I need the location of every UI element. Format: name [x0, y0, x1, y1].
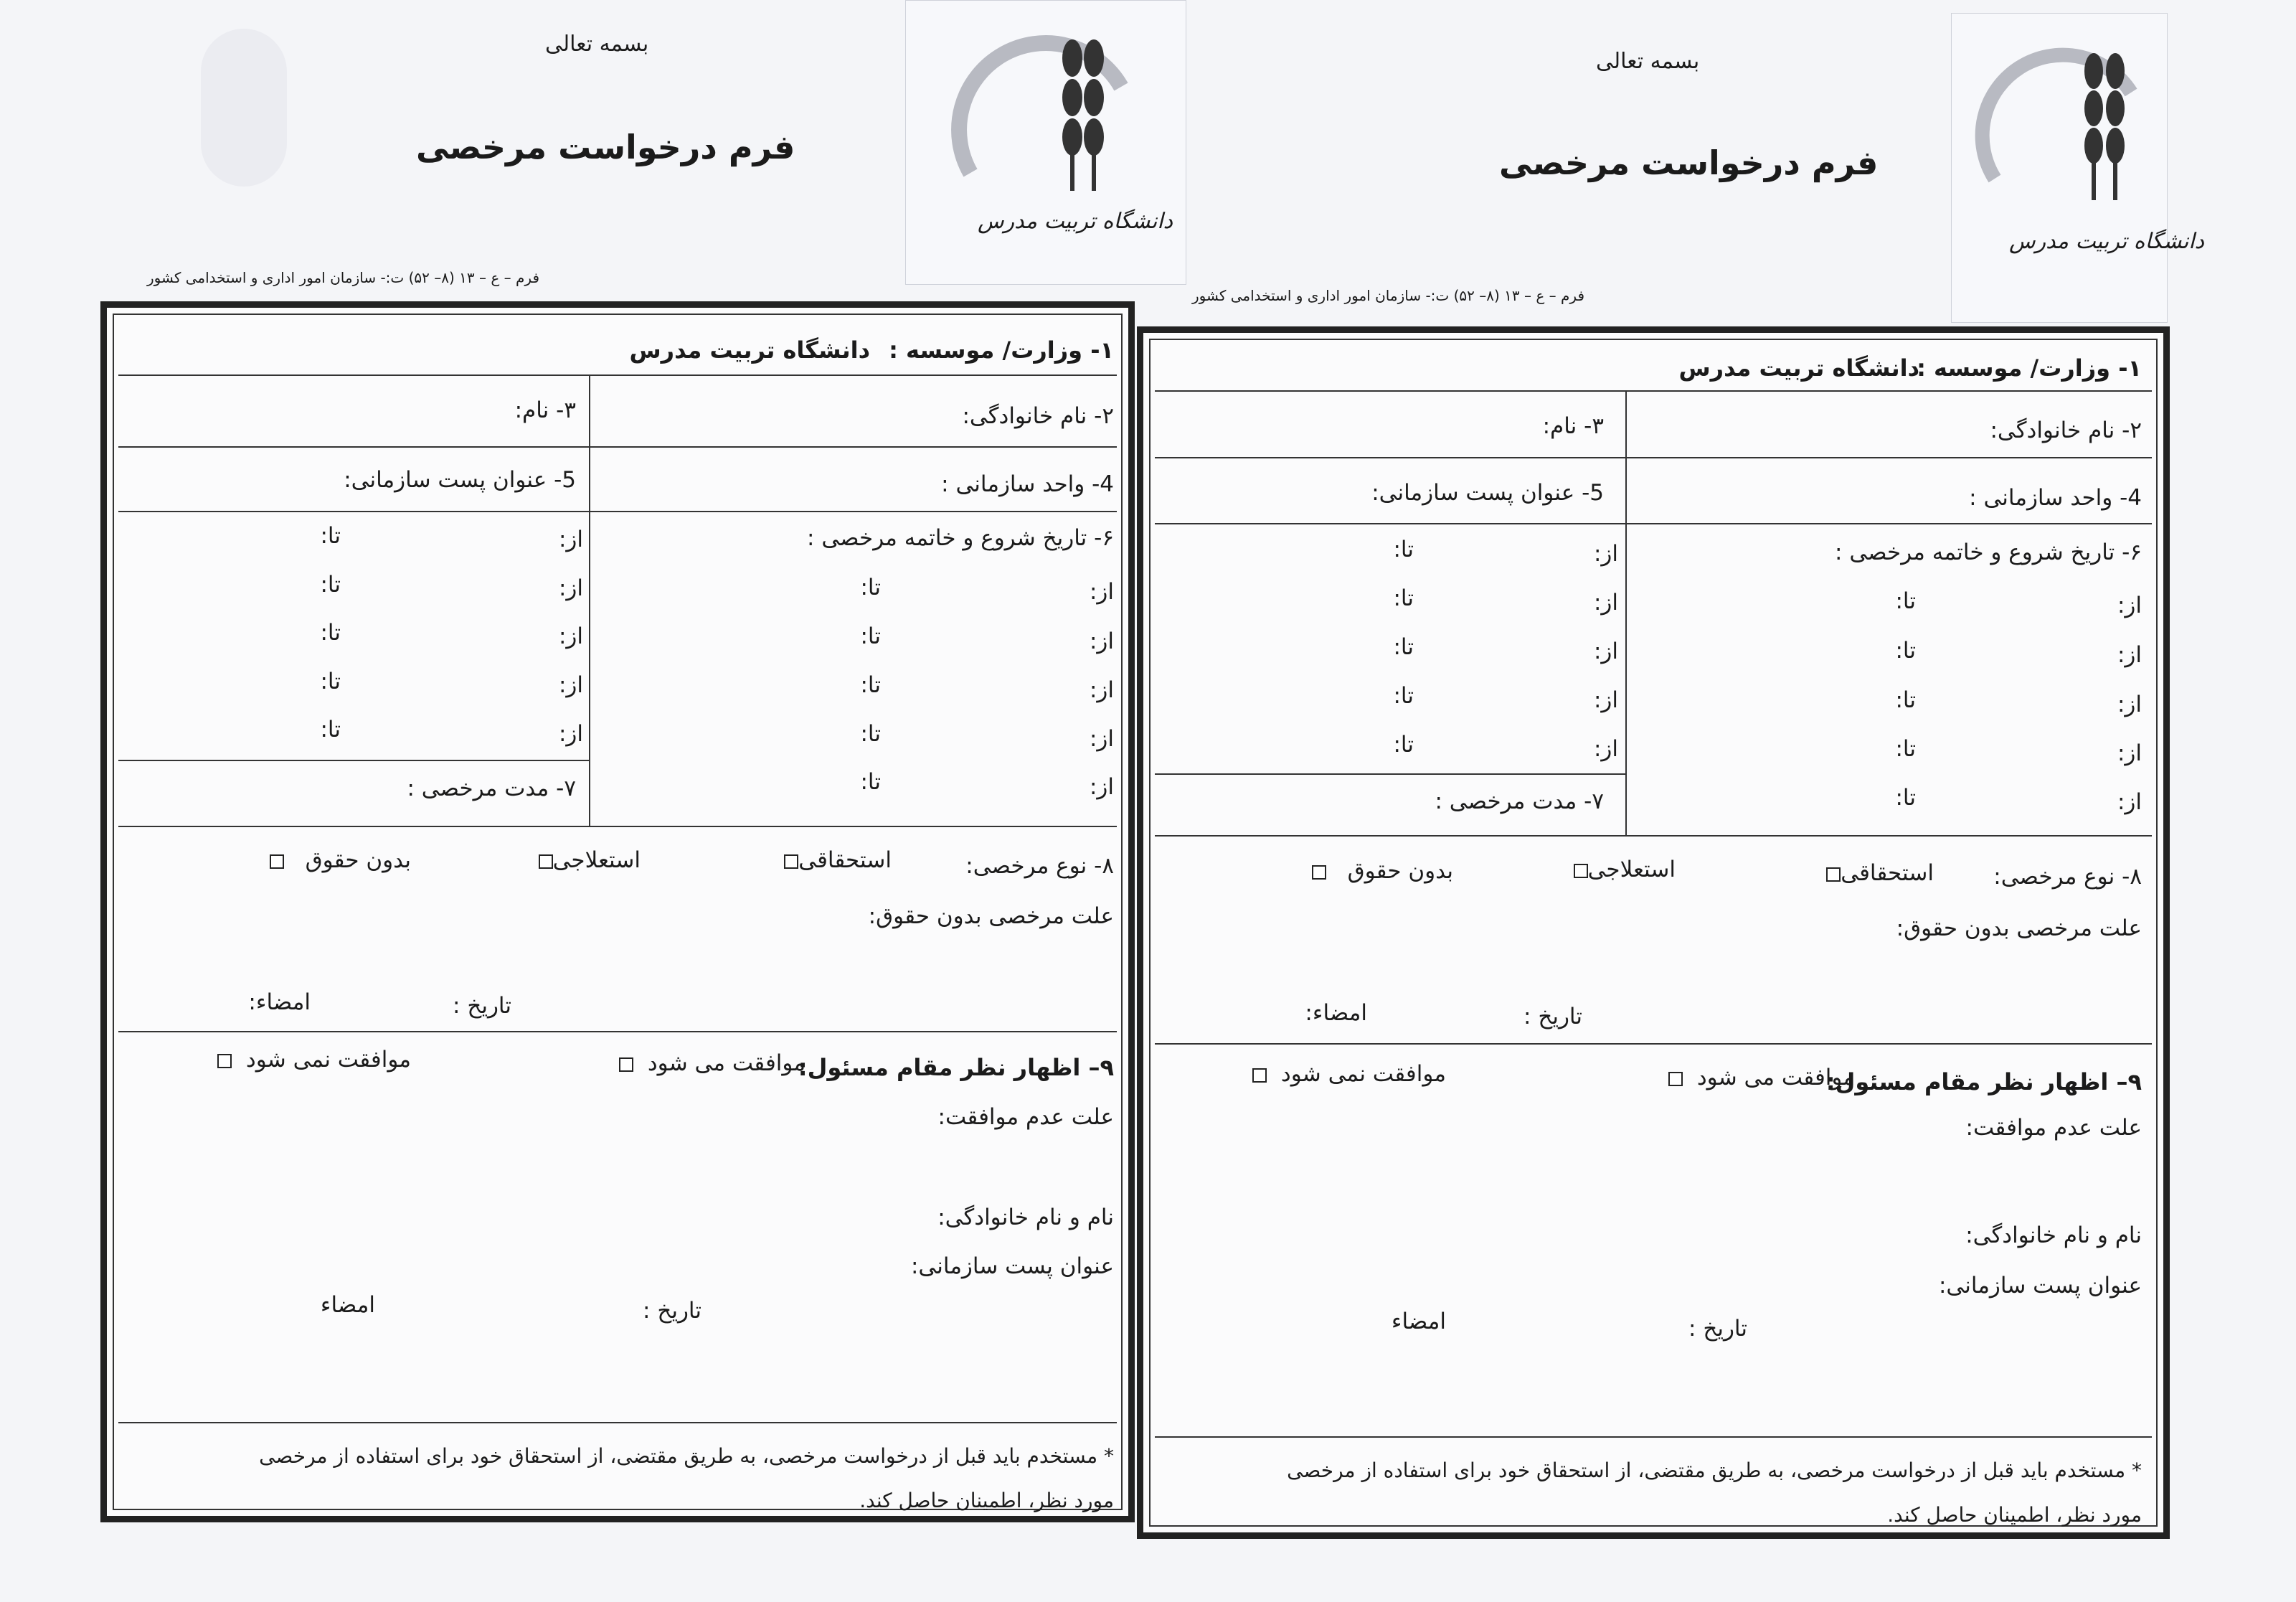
- left-leave-type-sick[interactable]: استعلاجی: [539, 847, 641, 873]
- left-from-label: از:: [1089, 726, 1114, 752]
- right-ministry-value: دانشگاه تربیت مدرس: [1678, 354, 1919, 382]
- left-to-label: تا:: [860, 769, 881, 795]
- left-to-label: تا:: [320, 572, 341, 598]
- left-family-name-label: ۲- نام خانوادگی:: [962, 403, 1114, 429]
- left-first-name-label: ۳- نام:: [514, 397, 576, 423]
- right-duration-label: ۷- مدت مرخصی :: [1435, 788, 1604, 814]
- right-form: [1137, 326, 2170, 1539]
- left-to-label: تا:: [320, 717, 341, 743]
- right-to-label: تا:: [1393, 585, 1414, 611]
- left-ministry-value: دانشگاه تربیت مدرس: [629, 336, 870, 364]
- left-to-label: تا:: [320, 523, 341, 549]
- right-from-label: از:: [2117, 789, 2142, 815]
- right-from-label: از:: [1593, 590, 1618, 616]
- right-from-label: از:: [1593, 541, 1618, 567]
- right-from-label: از:: [1593, 736, 1618, 762]
- right-first-name-label: ۳- نام:: [1542, 413, 1604, 439]
- right-official-opinion-label: ۹– اظهار نظر مقام مسئول:: [1825, 1068, 2142, 1096]
- checkbox[interactable]: [1668, 1072, 1683, 1086]
- left-from-label: از:: [1089, 677, 1114, 703]
- left-from-label: از:: [558, 527, 583, 552]
- right-to-label: تا:: [1895, 588, 1916, 614]
- right-family-name-label: ۲- نام خانوادگی:: [1990, 418, 2142, 443]
- left-form: [100, 301, 1135, 1522]
- right-bismillah: بسمه تعالی: [1596, 49, 1700, 74]
- left-unit-label: 4- واحد سازمانی :: [941, 471, 1114, 497]
- right-from-label: از:: [2117, 692, 2142, 717]
- left-leave-type-earned[interactable]: استحقاقی: [784, 847, 892, 873]
- right-to-label: تا:: [1393, 683, 1414, 709]
- left-from-label: از:: [1089, 628, 1114, 654]
- left-from-label: از:: [558, 721, 583, 747]
- left-to-label: تا:: [860, 623, 881, 649]
- right-date-label-2: تاریخ :: [1688, 1316, 1747, 1342]
- right-logo-card: [1951, 13, 2204, 323]
- right-ministry-label: ۱- وزارت/ موسسه :: [1917, 354, 2142, 382]
- left-leave-type-unpaid[interactable]: بدون حقوق: [270, 847, 411, 873]
- right-to-label: تا:: [1895, 736, 1916, 762]
- right-post-title-label: 5- عنوان پست سازمانی:: [1371, 480, 1604, 506]
- left-from-label: از:: [558, 575, 583, 601]
- right-signature-label-2: امضاء: [1391, 1309, 1446, 1334]
- right-unpaid-reason-label: علت مرخصی بدون حقوق:: [1896, 915, 2142, 941]
- right-logo-caption: دانشگاه تربیت مدرس: [2009, 229, 2204, 254]
- left-form-title: فرم درخواست مرخصی: [416, 128, 795, 166]
- left-to-label: تا:: [860, 672, 881, 698]
- left-ministry-label: ۱- وزارت/ موسسه :: [889, 336, 1114, 364]
- left-reject-option[interactable]: موافقت نمی شود: [217, 1047, 411, 1073]
- left-footnote: * مستخدم باید قبل از درخواست مرخصی، به طریق مقتضی، از استحقاق خود برای استفاده از مرخصی مورد نظر، اطمینان حاصل کند.: [259, 1444, 1114, 1512]
- right-reject-reason-label: علت عدم موافقت:: [1965, 1115, 2142, 1141]
- left-unpaid-reason-label: علت مرخصی بدون حقوق:: [868, 903, 1114, 929]
- left-from-label: از:: [1089, 774, 1114, 800]
- checkbox[interactable]: [619, 1057, 633, 1072]
- right-from-label: از:: [1593, 687, 1618, 713]
- paper-smudge: [201, 29, 287, 187]
- checkbox[interactable]: [1574, 864, 1588, 878]
- right-from-label: از:: [2117, 642, 2142, 668]
- left-from-label: از:: [558, 623, 583, 649]
- checkbox[interactable]: [270, 854, 284, 869]
- left-full-name-label: نام و نام خانوادگی:: [937, 1205, 1114, 1230]
- right-unit-label: 4- واحد سازمانی :: [1969, 485, 2142, 511]
- right-form-code: فرم – ع – ۱۳ (۸– ۵۲) ت:- سازمان امور اداری و استخدامی کشور: [1192, 287, 1584, 304]
- left-leave-type-label: ۸- نوع مرخصی:: [965, 853, 1114, 879]
- left-leave-dates-label: ۶- تاریخ شروع و خاتمه مرخصی :: [807, 525, 1114, 551]
- left-reject-reason-label: علت عدم موافقت:: [937, 1104, 1114, 1130]
- left-post-title-label-2: عنوان پست سازمانی:: [910, 1253, 1114, 1279]
- right-from-label: از:: [2117, 740, 2142, 766]
- right-form-title: فرم درخواست مرخصی: [1499, 143, 1879, 182]
- middle-logo-card: [905, 0, 1186, 285]
- right-leave-type-unpaid[interactable]: بدون حقوق: [1312, 858, 1453, 884]
- university-logo-icon: [1952, 14, 2167, 322]
- right-to-label: تا:: [1895, 785, 1916, 811]
- left-bismillah: بسمه تعالی: [545, 32, 649, 57]
- checkbox[interactable]: [1312, 865, 1326, 880]
- right-approve-option[interactable]: موافقت می شود: [1668, 1065, 1855, 1090]
- right-leave-type-sick[interactable]: استعلاجی: [1574, 857, 1676, 882]
- left-date-label: تاریخ :: [453, 993, 511, 1019]
- left-to-label: تا:: [320, 669, 341, 694]
- left-to-label: تا:: [860, 575, 881, 600]
- left-to-label: تا:: [860, 721, 881, 747]
- right-to-label: تا:: [1393, 634, 1414, 660]
- left-form-code: فرم – ع – ۱۳ (۸– ۵۲) ت:- سازمان امور اداری و استخدامی کشور: [147, 269, 539, 286]
- right-date-label: تاریخ :: [1523, 1004, 1582, 1029]
- left-from-label: از:: [558, 672, 583, 698]
- right-leave-dates-label: ۶- تاریخ شروع و خاتمه مرخصی :: [1835, 540, 2142, 565]
- right-leave-type-earned[interactable]: استحقاقی: [1826, 860, 1934, 886]
- right-to-label: تا:: [1393, 537, 1414, 562]
- middle-logo-caption: دانشگاه تربیت مدرس: [978, 209, 1173, 234]
- right-reject-option[interactable]: موافقت نمی شود: [1252, 1061, 1446, 1087]
- right-from-label: از:: [1593, 639, 1618, 664]
- left-official-opinion-label: ۹– اظهار نظر مقام مسئول:: [798, 1054, 1114, 1081]
- left-to-label: تا:: [320, 620, 341, 646]
- right-to-label: تا:: [1393, 732, 1414, 758]
- left-from-label: از:: [1089, 579, 1114, 605]
- left-duration-label: ۷- مدت مرخصی :: [407, 776, 576, 801]
- right-signature-label: امضاء:: [1305, 1000, 1367, 1026]
- left-post-title-label: 5- عنوان پست سازمانی:: [344, 467, 576, 493]
- checkbox[interactable]: [539, 854, 553, 869]
- checkbox[interactable]: [217, 1054, 232, 1068]
- left-approve-option[interactable]: موافقت می شود: [619, 1050, 806, 1076]
- right-from-label: از:: [2117, 593, 2142, 618]
- left-signature-label: امضاء:: [248, 989, 311, 1015]
- checkbox[interactable]: [1252, 1068, 1267, 1083]
- left-date-label-2: تاریخ :: [643, 1298, 701, 1324]
- right-leave-type-label: ۸- نوع مرخصی:: [1993, 864, 2142, 890]
- university-logo-icon: [906, 1, 1186, 284]
- left-signature-label-2: امضاء: [320, 1292, 375, 1318]
- right-post-title-label-2: عنوان پست سازمانی:: [1938, 1273, 2142, 1299]
- checkbox[interactable]: [1826, 867, 1841, 882]
- right-to-label: تا:: [1895, 687, 1916, 713]
- right-full-name-label: نام و نام خانوادگی:: [1965, 1222, 2142, 1248]
- right-to-label: تا:: [1895, 638, 1916, 664]
- checkbox[interactable]: [784, 854, 798, 869]
- right-footnote: * مستخدم باید قبل از درخواست مرخصی، به طریق مقتضی، از استحقاق خود برای استفاده از مرخصی مورد نظر، اطمینان حاصل کند.: [1287, 1459, 2142, 1527]
